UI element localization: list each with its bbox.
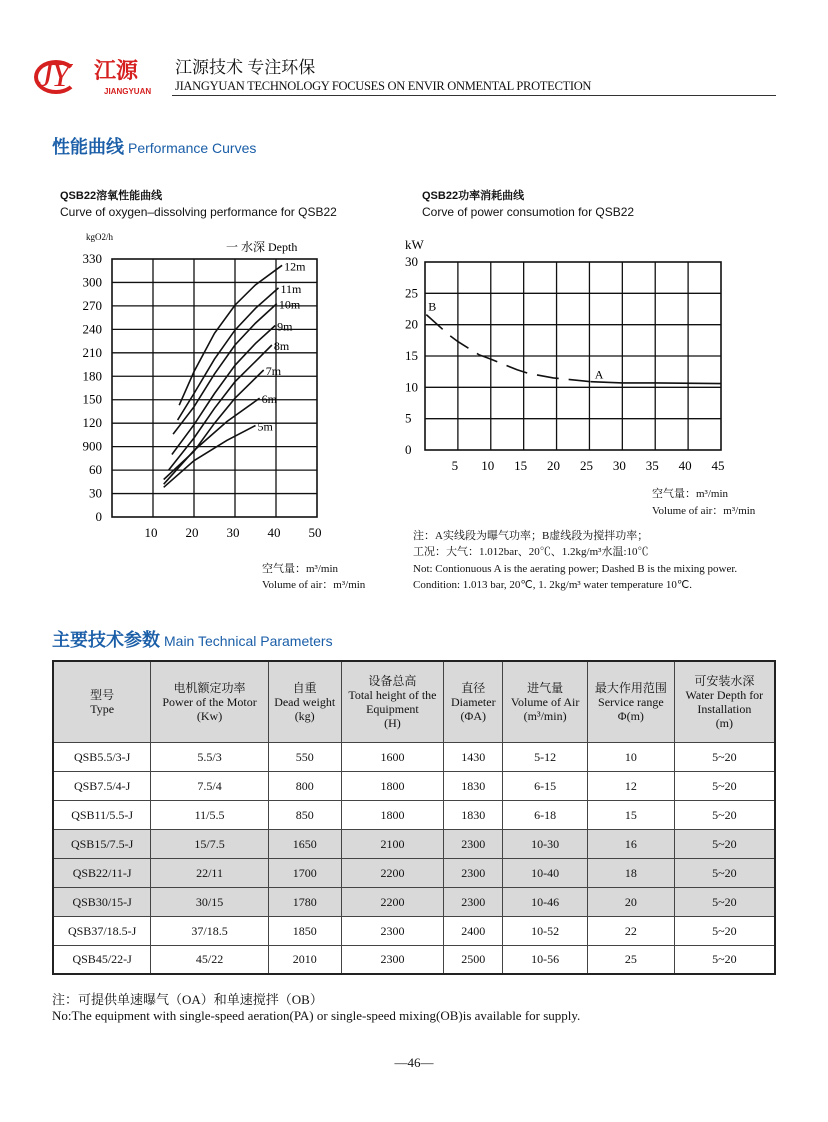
- table-cell: 5.5/3: [151, 742, 269, 771]
- y-tick-label: 15: [405, 348, 418, 363]
- table-cell: 18: [588, 858, 675, 887]
- series-label: B: [428, 299, 437, 314]
- table-cell: 30/15: [151, 887, 269, 916]
- series-label: A: [594, 367, 604, 382]
- header-line: Power of the Motor: [162, 694, 257, 709]
- column-header: [53, 661, 151, 742]
- header-line: (H): [384, 715, 401, 730]
- section-title-performance: 性能曲线 Performance Curves: [52, 137, 257, 157]
- table-cell: 1650: [268, 829, 341, 858]
- table-cell: 2300: [341, 945, 444, 974]
- table-row: [53, 916, 775, 945]
- header-line: Dead weight: [274, 694, 336, 709]
- table-cell: 25: [588, 945, 675, 974]
- chart2-title-cn: QSB22功率消耗曲线: [422, 190, 525, 202]
- table-cell: 22: [588, 916, 675, 945]
- x-tick-label: 15: [514, 458, 528, 473]
- y-tick-label: 180: [82, 368, 102, 384]
- table-cell: 15: [588, 800, 675, 829]
- note-line: 工况：大气：1.012bar、20℃、1.2kg/m³水温:10℃: [413, 546, 649, 558]
- x-tick-label: 20: [185, 525, 199, 540]
- y-tick-label: 900: [82, 438, 102, 454]
- header-line: (ΦA): [460, 708, 486, 723]
- table-cell: 12: [588, 771, 675, 800]
- header-line: 设备总高: [368, 673, 417, 688]
- table-cell: 45/22: [151, 945, 269, 974]
- slogan-cn: 江源技术 专注环保: [175, 58, 316, 77]
- column-header: [674, 661, 775, 742]
- table-cell: 10-56: [503, 945, 588, 974]
- x-tick-label: 40: [678, 458, 692, 473]
- column-header: [151, 661, 269, 742]
- column-header: [444, 661, 503, 742]
- x-tick-label: 20: [547, 458, 561, 473]
- chart1-title: Curve of oxygen–dissolving performance for QSB22: [60, 205, 337, 219]
- logo-cn: 江源: [94, 58, 139, 83]
- table-cell: 6-18: [503, 800, 588, 829]
- table-cell: 11/5.5: [151, 800, 269, 829]
- chart2-xlabel-cn: 空气量：m³/min: [652, 488, 729, 500]
- x-tick-label: 30: [226, 525, 240, 540]
- table-cell: 5~20: [674, 800, 775, 829]
- table-cell: 5~20: [674, 858, 775, 887]
- table-cell: 2300: [444, 858, 503, 887]
- header-line: Total height of the: [348, 687, 437, 702]
- table-cell: 10-40: [503, 858, 588, 887]
- x-tick-label: 30: [612, 458, 626, 473]
- y-tick-label: 0: [405, 442, 412, 457]
- table-row: [53, 829, 775, 858]
- table-cell: 1830: [444, 800, 503, 829]
- table-cell: 10-30: [503, 829, 588, 858]
- table-cell: 5~20: [674, 945, 775, 974]
- y-tick-label: 5: [405, 410, 412, 426]
- table-cell: 2500: [444, 945, 503, 974]
- table-row: [53, 887, 775, 916]
- table-row: [53, 858, 775, 887]
- header-line: Diameter: [450, 694, 496, 709]
- x-tick-label: 50: [308, 525, 322, 540]
- y-tick-label: 210: [82, 344, 102, 360]
- note-line: 注：A实线段为曝气功率；B虚线段为搅拌功率；: [413, 530, 649, 542]
- table-cell: 22/11: [151, 858, 269, 887]
- table-cell: 10-52: [503, 916, 588, 945]
- table-cell: QSB15/7.5-J: [53, 829, 151, 858]
- slogan-en: JIANGYUAN TECHNOLOGY FOCUSES ON ENVIR ONMENTAL PROTECTION: [175, 79, 592, 93]
- y-tick-label: 10: [405, 379, 418, 395]
- header-line: Installation: [697, 701, 752, 716]
- column-header: [341, 661, 444, 742]
- table-cell: 550: [268, 742, 341, 771]
- series-label: 9m: [277, 319, 293, 334]
- table-cell: 6-15: [503, 771, 588, 800]
- table-cell: 1800: [341, 771, 444, 800]
- table-cell: QSB37/18.5-J: [53, 916, 151, 945]
- table-cell: 15/7.5: [151, 829, 269, 858]
- column-header: [503, 661, 588, 742]
- y-tick-label: 330: [82, 251, 102, 266]
- table-cell: 1430: [444, 742, 503, 771]
- footer-note-cn: 注：可提供单速曝气（OA）和单速搅拌（OB）: [52, 992, 323, 1007]
- table-cell: 5-12: [503, 742, 588, 771]
- y-tick-label: 240: [82, 321, 102, 337]
- y-tick-label: 30: [405, 254, 418, 269]
- header-line: 型号: [90, 687, 115, 702]
- table-cell: 16: [588, 829, 675, 858]
- chart1-xlabel-cn: 空气量：m³/min: [262, 563, 339, 575]
- parameters-table: [52, 660, 776, 975]
- table-cell: 5~20: [674, 742, 775, 771]
- table-cell: 10-46: [503, 887, 588, 916]
- header-line: (Kw): [196, 708, 223, 723]
- table-cell: QSB7.5/4-J: [53, 771, 151, 800]
- table-cell: 5~20: [674, 829, 775, 858]
- x-tick-label: 10: [481, 458, 495, 473]
- table-cell: 1780: [268, 887, 341, 916]
- series-label: 11m: [280, 281, 302, 296]
- x-tick-label: 25: [579, 458, 593, 473]
- table-cell: 5~20: [674, 771, 775, 800]
- header-line: Type: [90, 701, 115, 716]
- table-cell: 5~20: [674, 887, 775, 916]
- header-line: Water Depth for: [685, 687, 764, 702]
- header-line: 直径: [461, 680, 486, 695]
- header-line: (m): [715, 715, 734, 730]
- y-tick-label: 30: [89, 485, 102, 501]
- series-line-9m: [172, 326, 275, 455]
- table-cell: 1800: [341, 800, 444, 829]
- table-cell: 2200: [341, 887, 444, 916]
- logo-letters: JY: [38, 57, 68, 94]
- x-tick-label: 5: [451, 458, 459, 473]
- series-label: 7m: [265, 364, 282, 379]
- series-label: 10m: [278, 297, 301, 312]
- legend-title: 一 水深 Depth: [226, 240, 298, 254]
- x-tick-label: 35: [645, 458, 659, 473]
- table-cell: QSB11/5.5-J: [53, 800, 151, 829]
- y-axis-label: kgO2/h: [86, 232, 113, 242]
- chart1-title-cn: QSB22溶氧性能曲线: [60, 190, 163, 202]
- x-tick-label: 45: [711, 458, 725, 473]
- series-line-5m: [164, 426, 256, 488]
- y-tick-label: 60: [89, 462, 102, 478]
- y-tick-label: 120: [82, 415, 102, 431]
- table-cell: 2300: [444, 887, 503, 916]
- y-tick-label: 150: [82, 391, 102, 407]
- x-tick-label: 40: [267, 525, 281, 540]
- table-row: [53, 945, 775, 974]
- header-line: (kg): [294, 708, 315, 723]
- y-tick-label: 270: [82, 297, 102, 313]
- table-cell: 2200: [341, 858, 444, 887]
- column-header: [268, 661, 341, 742]
- y-axis-label: kW: [405, 237, 424, 252]
- series-line-A: [591, 382, 721, 384]
- table-cell: 2300: [444, 829, 503, 858]
- table-cell: QSB22/11-J: [53, 858, 151, 887]
- series-line-7m: [164, 370, 264, 480]
- table-cell: 1700: [268, 858, 341, 887]
- table-cell: 850: [268, 800, 341, 829]
- table-cell: 1600: [341, 742, 444, 771]
- page-number: —46—: [394, 1055, 434, 1070]
- header-line: 可安装水深: [694, 673, 755, 688]
- series-line-8m: [169, 345, 272, 470]
- section-title-parameters: 主要技术参数 Main Technical Parameters: [52, 630, 333, 650]
- table-cell: QSB5.5/3-J: [53, 742, 151, 771]
- note-line: Condition: 1.013 bar, 20℃, 1. 2kg/m³ water temperature 10℃.: [413, 579, 692, 591]
- series-label: 6m: [261, 392, 277, 407]
- table-row: [53, 742, 775, 771]
- logo-en: JIANGYUAN: [104, 87, 152, 96]
- chart2-title: Corve of power consumotion for QSB22: [422, 205, 635, 219]
- header-line: Equipment: [366, 701, 419, 716]
- header-line: 进气量: [527, 680, 564, 695]
- header-line: 电机额定功率: [173, 680, 246, 695]
- y-tick-label: 25: [405, 285, 418, 301]
- footer-note-en: No:The equipment with single-speed aeration(PA) or single-speed mixing(OB)is available for supply.: [52, 1008, 581, 1023]
- chart1-xlabel: Volume of air：m³/min: [262, 579, 366, 591]
- table-cell: 2100: [341, 829, 444, 858]
- table-cell: 20: [588, 887, 675, 916]
- table-row: [53, 800, 775, 829]
- table-cell: 7.5/4: [151, 771, 269, 800]
- table-cell: 2300: [341, 916, 444, 945]
- header-line: 自重: [292, 680, 317, 695]
- table-cell: 5~20: [674, 916, 775, 945]
- series-line-10m: [173, 304, 277, 435]
- header-line: Service range: [598, 694, 664, 709]
- table-cell: 1830: [444, 771, 503, 800]
- table-row: [53, 771, 775, 800]
- header-line: 最大作用范围: [594, 680, 667, 695]
- table-cell: QSB45/22-J: [53, 945, 151, 974]
- y-tick-label: 300: [82, 274, 102, 290]
- chart2-xlabel: Volume of air：m³/min: [652, 505, 756, 517]
- table-cell: 10: [588, 742, 675, 771]
- table-cell: 2400: [444, 916, 503, 945]
- header-line: Volume of Air: [510, 694, 580, 709]
- note-line: Not: Contionuous A is the aerating power; Dashed B is the mixing power.: [413, 563, 738, 575]
- header-line: Φ(m): [617, 708, 644, 723]
- table-cell: 2010: [268, 945, 341, 974]
- table-cell: QSB30/15-J: [53, 887, 151, 916]
- column-header: [588, 661, 675, 742]
- y-tick-label: 20: [405, 316, 418, 332]
- y-tick-label: 0: [95, 509, 102, 524]
- header-line: (m³/min): [523, 708, 567, 723]
- table-cell: 800: [268, 771, 341, 800]
- table-cell: 1850: [268, 916, 341, 945]
- series-label: 12m: [284, 259, 306, 274]
- table-cell: 37/18.5: [151, 916, 269, 945]
- series-label: 8m: [273, 339, 290, 353]
- x-tick-label: 10: [144, 525, 158, 540]
- series-label: 5m: [257, 419, 273, 434]
